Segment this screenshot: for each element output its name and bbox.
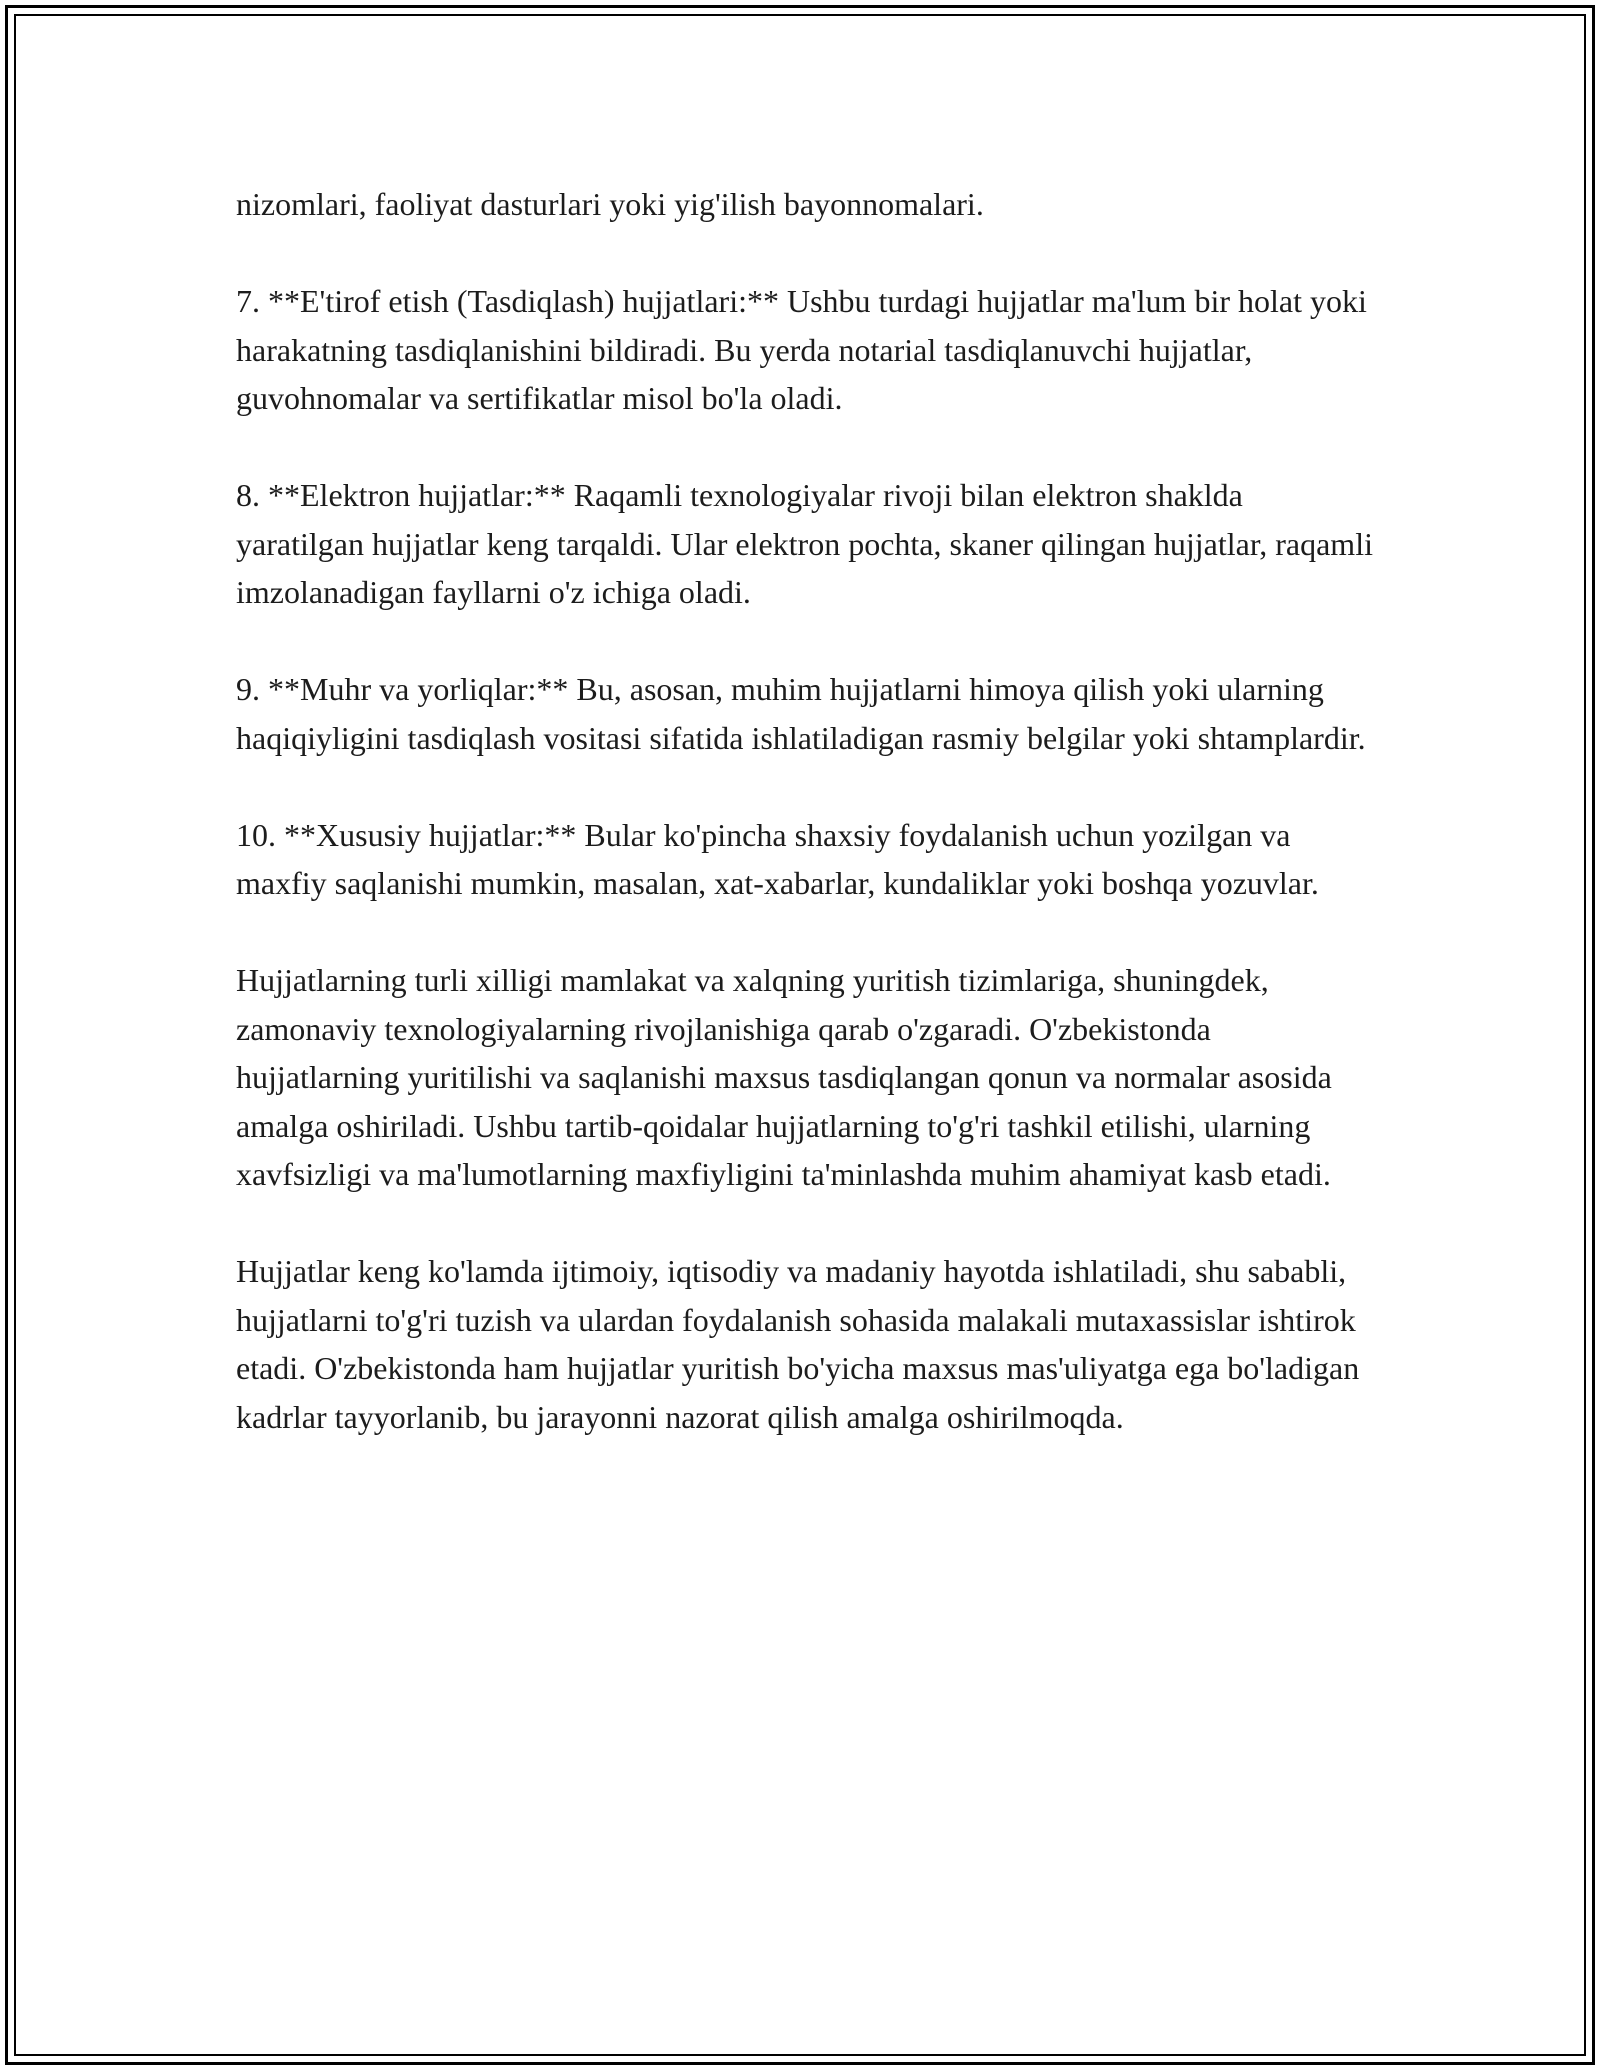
paragraph-item-7: 7. **E'tirof etish (Tasdiqlash) hujjatlari:** Ushbu turdagi hujjatlar ma'lum bir holat yoki harakatning tasdiqlanishini bildiradi. Bu yerda notarial tasdiqlanuvchi hujjatlar, guvohnomalar va sertifikatlar misol bo'la oladi.: [236, 283, 1367, 416]
paragraph-item-9: 9. **Muhr va yorliqlar:** Bu, asosan, muhim hujjatlarni himoya qilish yoki ularning haqiqiyligini tasdiqlash vositasi sifatida ishlatiladigan rasmiy belgilar yoki shtamplardir.: [236, 671, 1366, 756]
document-body: [236, 180, 1376, 1490]
paragraph-continuation: nizomlari, faoliyat dasturlari yoki yig'ilish bayonnomalari.: [236, 186, 984, 222]
paragraph-item-10: 10. **Xususiy hujjatlar:** Bular ko'pincha shaxsiy foydalanish uchun yozilgan va maxfiy saqlanishi mumkin, masalan, xat-xabarlar, kundaliklar yoki boshqa yozuvlar.: [236, 816, 1319, 901]
paragraph-summary-2: Hujjatlar keng ko'lamda ijtimoiy, iqtisodiy va madaniy hayotda ishlatiladi, shu sababli, hujjatlarni to'g'ri tuzish va ulardan foydalanish sohasida malakali mutaxassislar ishtirok etadi. O'zbekistonda ham hujjatlar yuritish bo'yicha maxsus mas'uliyatga ega bo'ladigan kadrlar tayyorlanib, bu jarayonni nazorat qilish amalga oshirilmoqda.: [236, 1253, 1360, 1435]
paragraph-summary-1: Hujjatlarning turli xilligi mamlakat va xalqning yuritish tizimlariga, shuningdek, zamonaviy texnologiyalarning rivojlanishiga qarab o'zgaradi. O'zbekistonda hujjatlarning yuritilishi va saqlanishi maxsus tasdiqlangan qonun va normalar asosida amalga oshiriladi. Ushbu tartib-qoidalar hujjatlarning to'g'ri tashkil etilishi, ularning xavfsizligi va ma'lumotlarning maxfiyligini ta'minlashda muhim ahamiyat kasb etadi.: [236, 962, 1332, 1192]
paragraph-item-8: 8. **Elektron hujjatlar:** Raqamli texnologiyalar rivoji bilan elektron shaklda yaratilgan hujjatlar keng tarqaldi. Ular elektron pochta, skaner qilingan hujjatlar, raqamli imzolanadigan fayllarni o'z ichiga oladi.: [236, 477, 1373, 610]
